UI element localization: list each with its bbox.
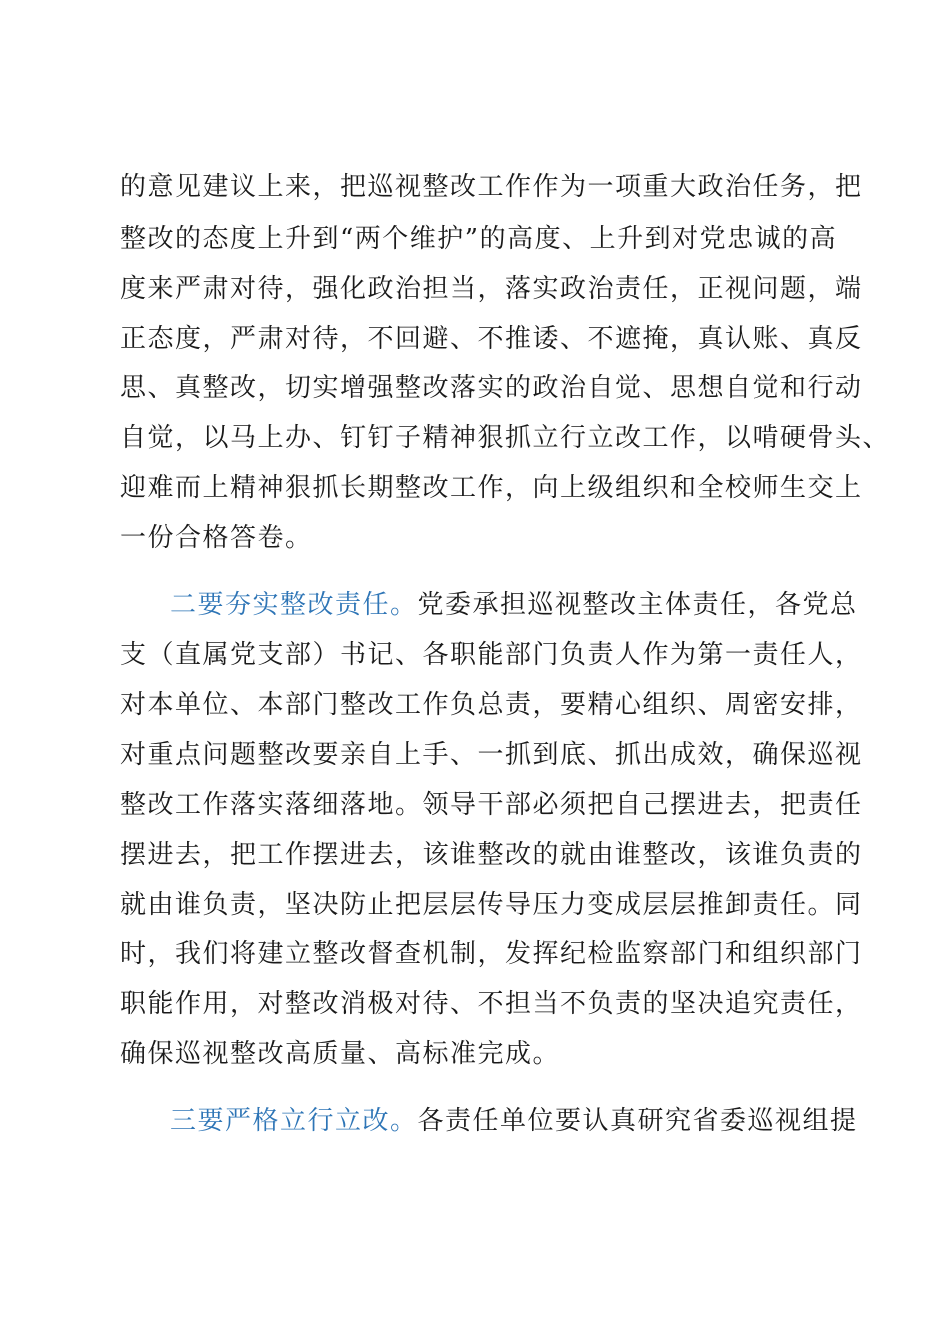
- text-line: 就由谁负责，坚决防止把层层传导压力变成层层推卸责任。同: [120, 890, 863, 920]
- text-line: 整改的态度上升到“两个维护”的高度、上升到对党忠诚的高: [120, 224, 838, 254]
- paragraph-text: 党委承担巡视整改主体责任，各党总: [417, 590, 858, 620]
- text-line: [170, 590, 858, 620]
- text-line: 确保巡视整改高质量、高标准完成。: [120, 1039, 561, 1069]
- text-line: 一份合格答卷。: [120, 523, 313, 553]
- text-line: [170, 1106, 858, 1136]
- text-line: 职能作用，对整改消极对待、不担当不负责的坚决追究责任，: [120, 989, 863, 1019]
- text-line: 摆进去，把工作摆进去，该谁整改的就由谁整改，该谁负责的: [120, 840, 863, 870]
- text-line: 整改工作落实落细落地。领导干部必须把自己摆进去，把责任: [120, 790, 863, 820]
- text-line: 对重点问题整改要亲自上手、一抓到底、抓出成效，确保巡视: [120, 740, 863, 770]
- text-line: 正态度，严肃对待，不回避、不推诿、不遮掩，真认账、真反: [120, 324, 863, 354]
- text-line: 的意见建议上来，把巡视整改工作作为一项重大政治任务，把: [120, 172, 863, 202]
- text-line: 自觉，以马上办、钉钉子精神狠抓立行立改工作，以啃硬骨头、: [120, 423, 891, 453]
- text-line: 时，我们将建立整改督查机制，发挥纪检监察部门和组织部门: [120, 939, 863, 969]
- text-line: 度来严肃对待，强化政治担当，落实政治责任，正视问题，端: [120, 274, 863, 304]
- text-line: 对本单位、本部门整改工作负总责，要精心组织、周密安排，: [120, 690, 863, 720]
- text-line: 思、真整改，切实增强整改落实的政治自觉、思想自觉和行动: [120, 373, 863, 403]
- section-heading: 三要严格立行立改。: [170, 1106, 418, 1136]
- section-heading: 二要夯实整改责任。: [170, 590, 418, 620]
- text-line: 支（直属党支部）书记、各职能部门负责人作为第一责任人，: [120, 640, 863, 670]
- text-line: 迎难而上精神狠抓长期整改工作，向上级组织和全校师生交上: [120, 473, 863, 503]
- paragraph-text: 各责任单位要认真研究省委巡视组提: [417, 1106, 858, 1136]
